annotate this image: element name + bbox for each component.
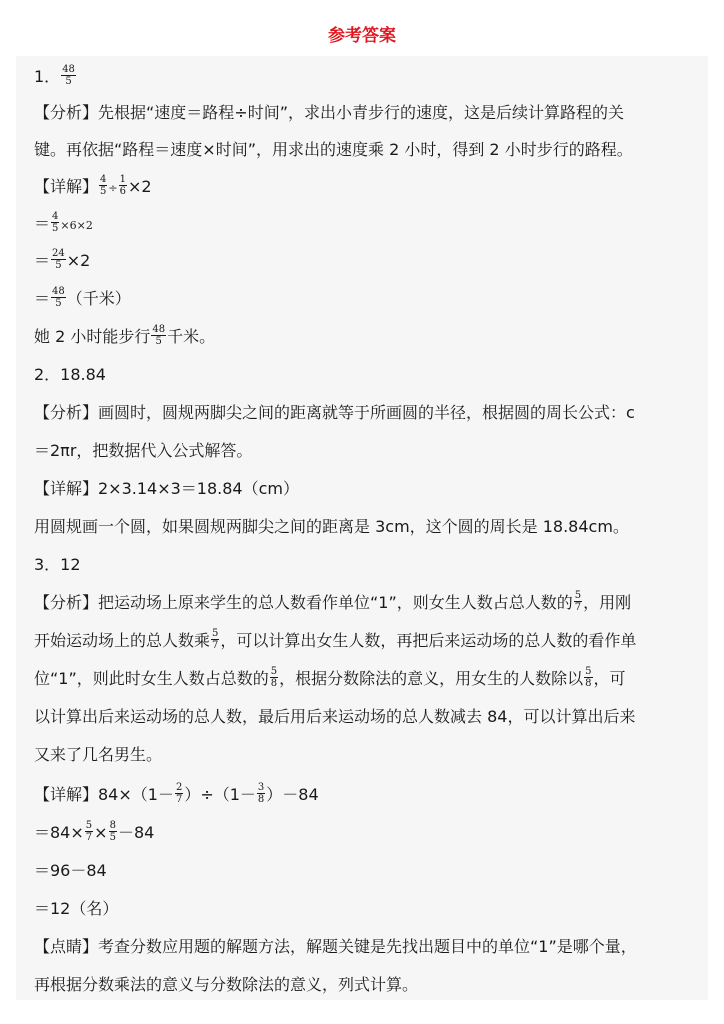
q2-analysis-line-1: 【分析】画圆时，圆规两脚尖之间的距离就等于所画圆的半径，根据圆的周长公式：c (34, 403, 635, 422)
q2-conclusion: 用圆规画一个圆，如果圆规两脚尖之间的距离是 3cm，这个圆的周长是 18.84cm。 (34, 517, 629, 536)
q1-label: 1． (34, 67, 61, 86)
fraction: $\frac{5}{8}$ (270, 666, 278, 689)
q3-comment-line-1: 【点睛】考查分数应用题的解题方法，解题关键是先找出题目中的单位“1”是哪个量， (34, 937, 637, 956)
q1-analysis-line-1: 【分析】先根据“速度＝路程÷时间”，求出小青步行的速度，这是后续计算路程的关 (34, 103, 624, 122)
q1-answer-fraction: $\frac{48}{5}$ (62, 64, 75, 87)
fraction: $\frac{24}{5}$ (52, 248, 65, 271)
q3-analysis-line-3: 位“1”，则此时女生人数占总数的 $\frac{5}{8}$ ，根据分数除法的意义，用女生的人数除以 $\frac{5}{8}$ ，可 (34, 666, 626, 689)
fraction: $\frac{48}{5}$ (152, 324, 166, 347)
q1-analysis-line-2: 键。再依据“路程＝速度×时间”，用求出的速度乘 2 小时，得到 2 小时步行的路程。 (34, 140, 633, 159)
q2-analysis-line-2: ＝2πr，把数据代入公式解答。 (34, 441, 253, 460)
fraction: $\frac{4}{5}$ (100, 174, 107, 197)
q3-step-2: ＝84× $\frac{5}{7}$ × $\frac{8}{5}$ －84 (34, 820, 155, 843)
q1-detail-line: 【详解】 $\frac{4}{5}$ ÷ $\frac{1}{6}$ ×2 (34, 174, 152, 197)
fraction: $\frac{4}{5}$ (52, 211, 59, 234)
q2-detail-line: 【详解】2×3.14×3＝18.84（cm） (34, 479, 299, 498)
q3-detail-line: 【详解】84×（1－ $\frac{2}{7}$ ）÷（1－ $\frac{3}{8}$ ）－84 (34, 782, 319, 805)
q1-step-3: ＝ $\frac{24}{5}$ ×2 (34, 248, 91, 271)
q3-analysis-line-5: 又来了几名男生。 (34, 745, 163, 764)
page-title: 参考答案 (328, 26, 396, 46)
fraction: $\frac{5}{7}$ (85, 820, 93, 843)
fraction: $\frac{5}{7}$ (212, 628, 219, 651)
fraction: $\frac{8}{5}$ (109, 820, 116, 843)
q1-step-2: ＝ $\frac{4}{5}$ ×6×2 (34, 211, 93, 234)
q1-answer-line (34, 62, 77, 92)
document-body (16, 56, 708, 1000)
q3-step-3: ＝96－84 (34, 861, 107, 880)
q3-analysis-line-2: 开始运动场上的总人数乘 $\frac{5}{7}$ ，可以计算出女生人数，再把后来运动场的总人数的看作单 (34, 628, 637, 651)
q3-analysis-line-4: 以计算出后来运动场的总人数，最后用后来运动场的总人数减去 84，可以计算出后来 (34, 707, 636, 726)
q1-step-4: ＝ $\frac{48}{5}$ （千米） (34, 286, 131, 309)
q1-conclusion: 她 2 小时能步行 $\frac{48}{5}$ 千米。 (34, 324, 216, 347)
fraction: $\frac{3}{8}$ (257, 782, 265, 805)
q2-answer-line: 2．18.84 (34, 365, 106, 384)
fraction: $\frac{2}{7}$ (175, 782, 183, 805)
q3-comment-line-2: 再根据分数乘法的意义与分数除法的意义，列式计算。 (34, 975, 419, 994)
q3-step-4: ＝12（名） (34, 899, 119, 918)
fraction: $\frac{1}{6}$ (119, 174, 126, 197)
q3-answer-line: 3．12 (34, 555, 81, 574)
fraction: $\frac{5}{8}$ (585, 666, 592, 689)
fraction: $\frac{48}{5}$ (52, 286, 65, 309)
q3-analysis-line-1: 【分析】把运动场上原来学生的总人数看作单位“1”，则女生人数占总人数的 $\frac{5}{7}$ ，用刚 (34, 590, 632, 613)
fraction: $\frac{5}{7}$ (574, 590, 582, 613)
